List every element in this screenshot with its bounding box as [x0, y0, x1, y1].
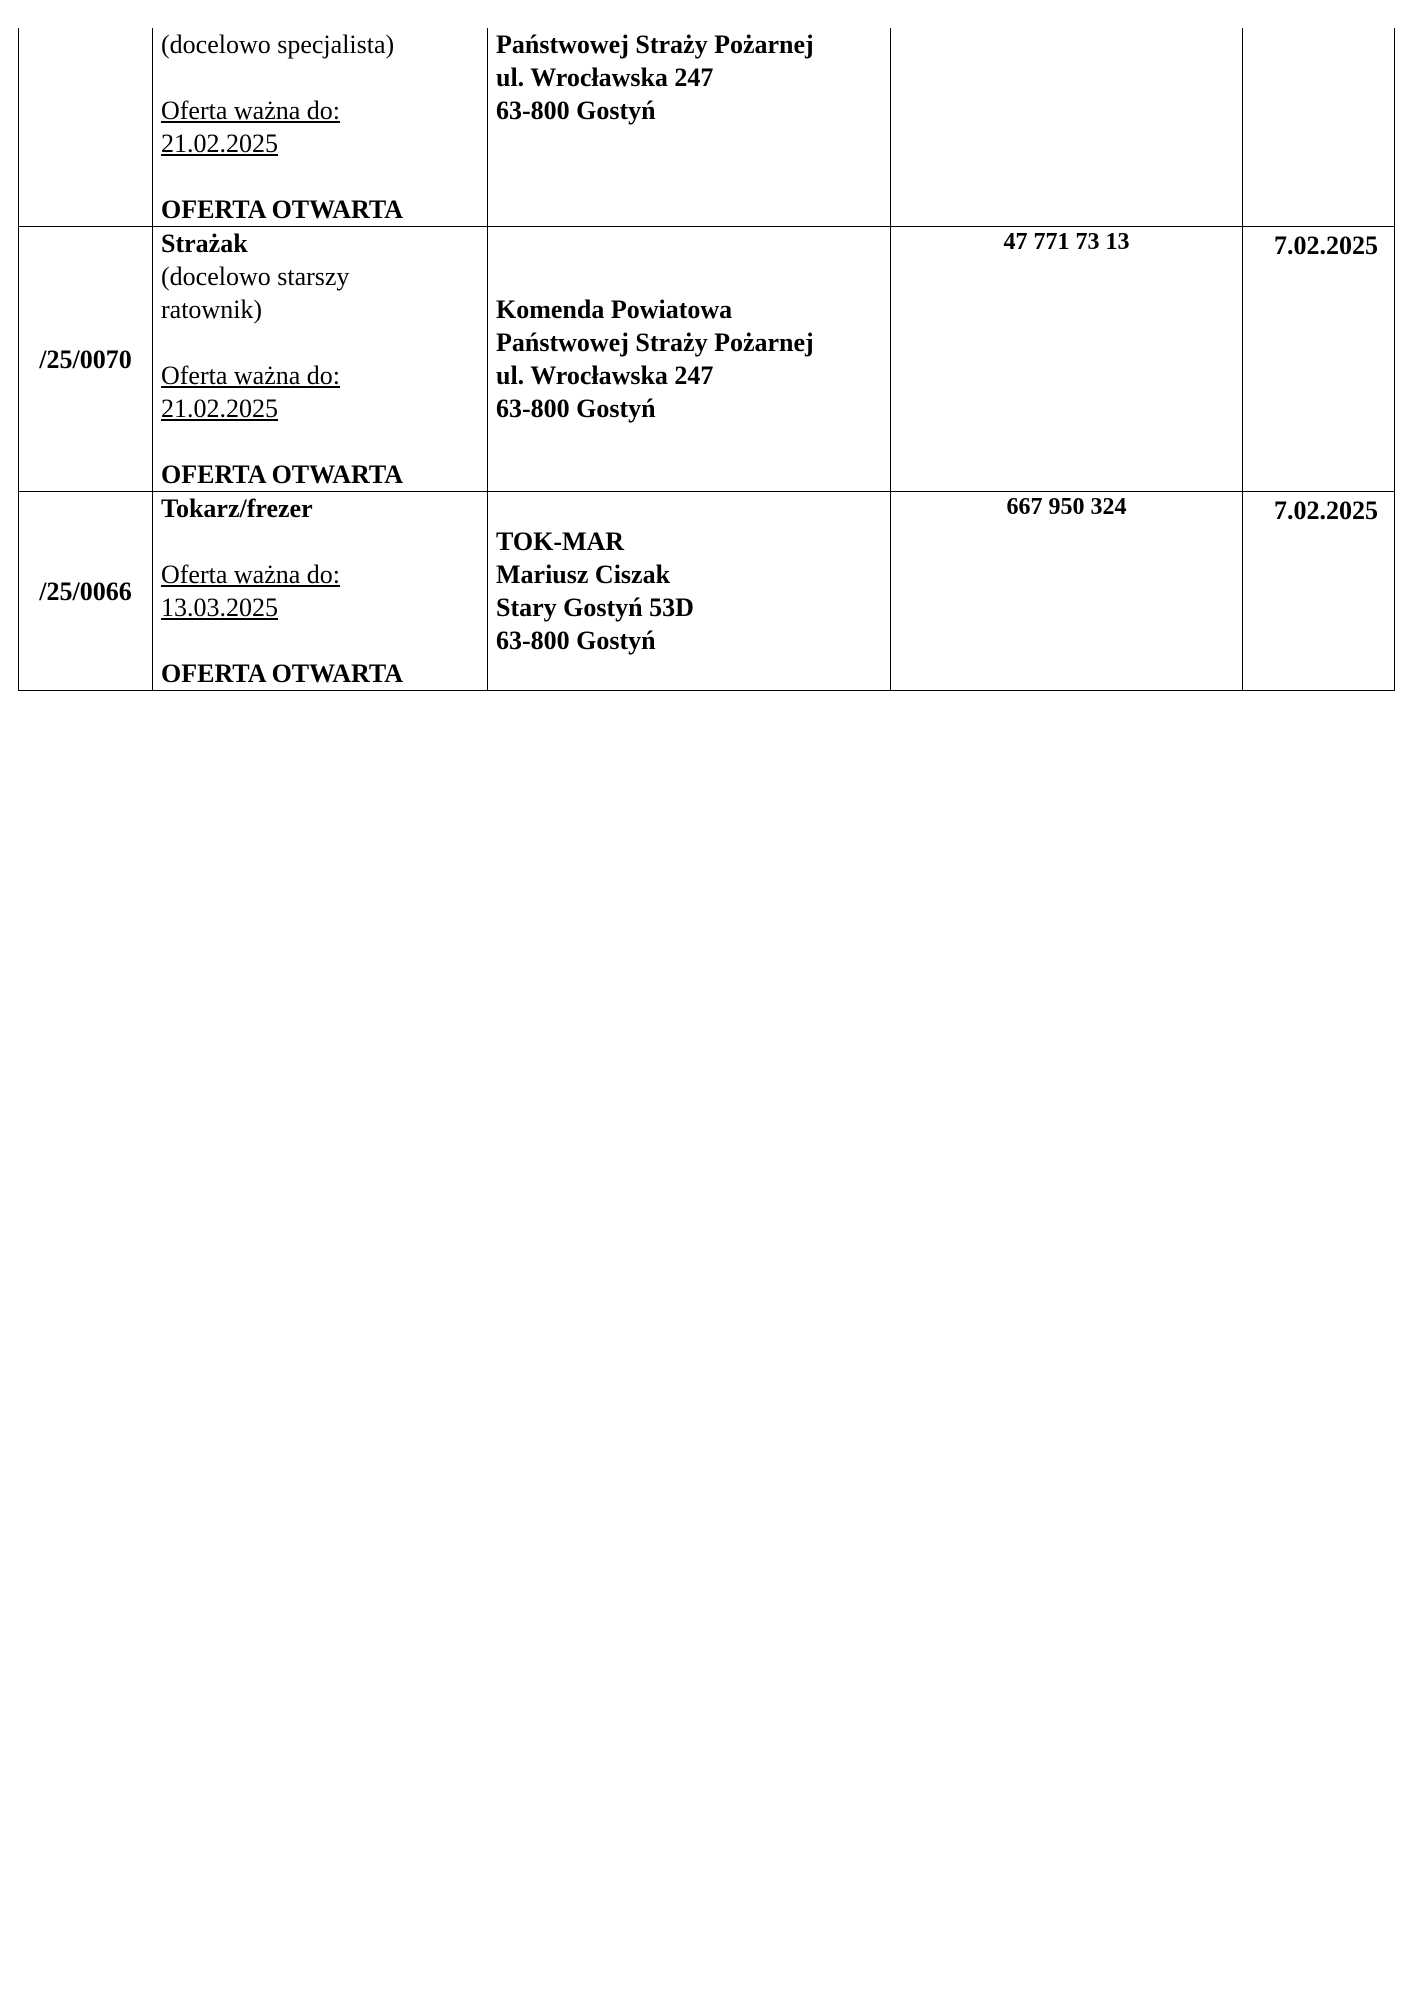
employer-cell	[488, 227, 891, 492]
position-subtitle: (docelowo starszy	[161, 262, 350, 291]
employer-cell	[488, 492, 891, 691]
employer-line: Mariusz Ciszak	[496, 560, 671, 589]
phone-cell	[891, 28, 1243, 227]
employer-cell	[488, 28, 891, 227]
employer-line: TOK-MAR	[496, 527, 625, 556]
table-row	[19, 227, 1395, 492]
offer-number: /25/0070	[19, 227, 153, 492]
offer-status: OFERTA OTWARTA	[161, 195, 404, 224]
offer-status: OFERTA OTWARTA	[161, 659, 404, 688]
valid-until-date: 13.03.2025	[161, 593, 278, 622]
employer-line: 63-800 Gostyń	[496, 394, 656, 423]
position-title: Strażak	[161, 229, 248, 258]
table-row	[19, 28, 1395, 227]
valid-until-label: Oferta ważna do:	[161, 361, 341, 390]
employer-line: Państwowej Straży Pożarnej	[496, 30, 814, 59]
employer-line: Komenda Powiatowa	[496, 295, 733, 324]
valid-until-label: Oferta ważna do:	[161, 96, 341, 125]
phone-cell: 667 950 324	[891, 492, 1243, 691]
position-cell	[153, 28, 488, 227]
employer-line: Państwowej Straży Pożarnej	[496, 328, 814, 357]
employer-line: 63-800 Gostyń	[496, 626, 656, 655]
date-cell	[1243, 28, 1395, 227]
valid-until-label: Oferta ważna do:	[161, 560, 341, 589]
position-cell	[153, 227, 488, 492]
offer-number	[19, 28, 153, 227]
employer-line: Stary Gostyń 53D	[496, 593, 694, 622]
employer-line: 63-800 Gostyń	[496, 96, 656, 125]
valid-until-date: 21.02.2025	[161, 129, 278, 158]
date-cell: 7.02.2025	[1243, 227, 1395, 492]
employer-line: ul. Wrocławska 247	[496, 361, 714, 390]
phone-cell: 47 771 73 13	[891, 227, 1243, 492]
position-subtitle: (docelowo specjalista)	[161, 30, 395, 59]
offer-status: OFERTA OTWARTA	[161, 460, 404, 489]
date-cell: 7.02.2025	[1243, 492, 1395, 691]
valid-until-date: 21.02.2025	[161, 394, 278, 423]
position-title: Tokarz/frezer	[161, 494, 313, 523]
table-row	[19, 492, 1395, 691]
job-offers-table	[18, 28, 1395, 691]
employer-line: ul. Wrocławska 247	[496, 63, 714, 92]
offer-number: /25/0066	[19, 492, 153, 691]
position-cell	[153, 492, 488, 691]
position-subtitle: ratownik)	[161, 295, 263, 324]
